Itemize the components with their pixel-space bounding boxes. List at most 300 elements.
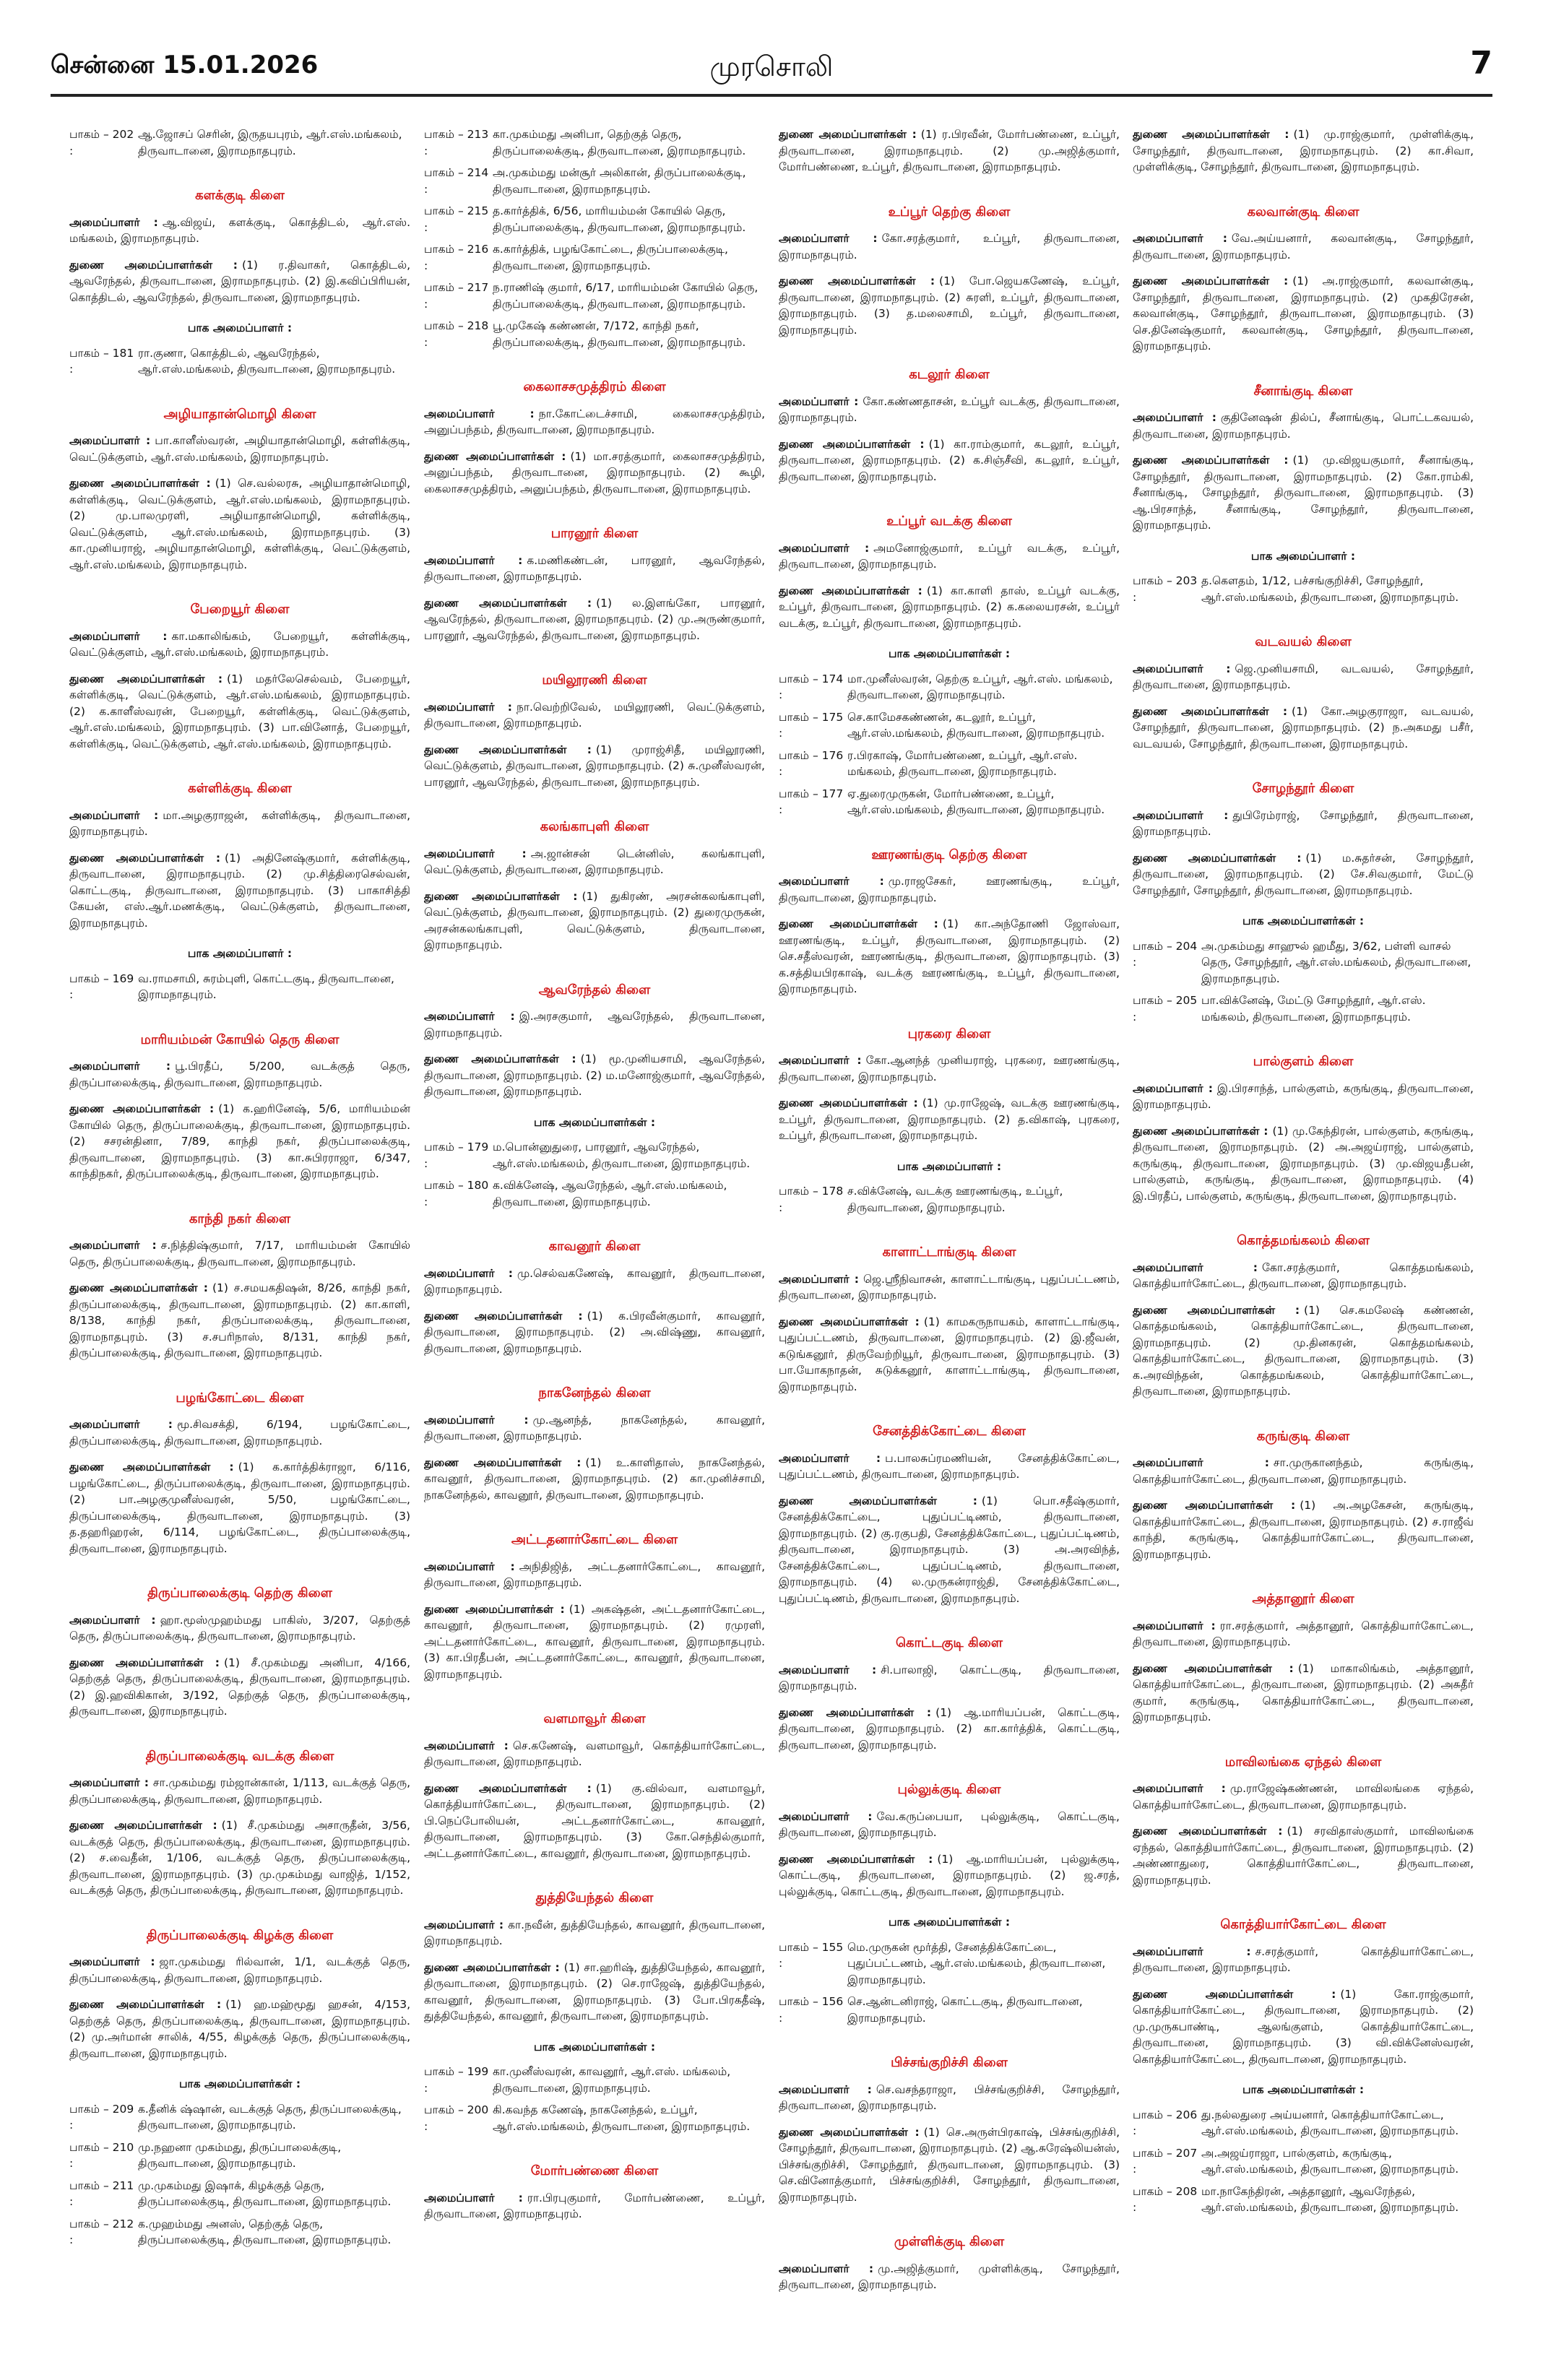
ward-details: ரா.குணா, கொத்திடல், ஆவரேந்தல், ஆர்.எஸ்.மங்கலம், திருவாடானை, இராமநாதபுரம். [138, 346, 396, 376]
member-entry [424, 2190, 765, 2223]
member-details: ஜெ.ஸ்ரீநிவாசன், காளாட்டாங்குடி, புதுப்பட்டணம், திருவாடானை, இராமநாதபுரம். [779, 1272, 1120, 1302]
role-label: துணை அமைப்பாளர்கள் : [1133, 704, 1288, 718]
ward-number: பாகம் – 205 : [1133, 994, 1198, 1024]
role-label: அமைப்பாளர் : [69, 629, 168, 643]
member-details: கோ.கண்ணதாசன், உப்பூர் வடக்கு, திருவாடானை, இராமநாதபுரம். [779, 394, 1120, 424]
member-entry [779, 1450, 1120, 1483]
branch-title: காளாட்டாங்குடி கிளை [882, 1245, 1016, 1260]
role-label: அமைப்பாளர் : [424, 847, 527, 860]
role-label: துணை அமைப்பாளர்கள் : [779, 274, 935, 287]
member-entry [1133, 410, 1474, 442]
ward-details: க.தீனிக் ஷ்ஷான், வடக்குத் தெரு, திருப்பாலைக்குடி, திருவாடானை, இராமநாதபுரம். [138, 2102, 402, 2132]
role-label: துணை அமைப்பாளர்கள் : [424, 1602, 565, 1616]
ward-details: கா.முனீஸ்வரன், காவனூர், ஆர்.எஸ். மங்கலம், திருவாடானை, இராமநாதபுரம். [493, 2065, 731, 2095]
role-label: அமைப்பாளர் : [69, 1060, 171, 1073]
ward-details: அ.அஜய்ராஜா, பால்குளம், கருங்குடி, ஆர்.எஸ்.மங்கலம், திருவாடானை, இராமநாதபுரம். [1201, 2146, 1459, 2176]
member-details: (1) செ.வல்லரசு, அழியாதான்மொழி, கள்ளிக்குடி, வெட்டுக்குளம், ஆர்.எஸ்.மங்கலம், இராமநாதபுரம். (2) மு.பாலமுரளி, அழியாதான்மொழி, கள்ளிக்குடி, வெட்டுக்குளம், ஆர்.எஸ்.மங்கலம், இராமநாதபுரம். (3) கா.முனியராஜ், அழியாதான்மொழி, கள்ளிக்குடி, வெட்டுக்குளம், ஆர்.எஸ்.மங்கலம், இராமநாதபுரம். [69, 477, 410, 571]
ward-details: மா.நாகேந்திரன், அத்தானூர், ஆவரேந்தல், ஆர்.எஸ்.மங்கலம், திருவாடானை, இராமநாதபுரம். [1201, 2184, 1459, 2214]
role-label: துணை அமைப்பாளர்கள் : [69, 1656, 220, 1669]
member-entry [424, 1559, 765, 1591]
section-subheading: பாக அமைப்பாளர் : [187, 947, 293, 960]
member-entry [1133, 1618, 1474, 1650]
role-label: அமைப்பாளர் : [1133, 232, 1227, 245]
branch-title: பாரனூர் கிளை [550, 526, 639, 541]
role-label: துணை அமைப்பாளர்கள் : [69, 1461, 234, 1474]
role-label: துணை அமைப்பாளர்கள் : [424, 1455, 582, 1469]
member-entry [69, 433, 410, 465]
member-entry [424, 406, 765, 438]
member-entry [69, 1954, 410, 1986]
branch-title: கொத்தியார்கோட்டை கிளை [1220, 1917, 1386, 1932]
member-details: ரா.சரத்குமார், அத்தானூர், கொத்தியார்கோட்டை, திருவாடானை, இராமநாதபுரம். [1133, 1619, 1474, 1648]
role-label: அமைப்பாளர் : [424, 700, 512, 714]
ward-number: பாகம் – 210 : [69, 2140, 134, 2170]
member-entry [1133, 1986, 1474, 2068]
role-label: அமைப்பாளர் : [779, 541, 870, 555]
ward-details: ந.ராணிஷ் குமார், 6/17, மாரியம்மன் கோயில் தெரு, திருப்பாலைக்குடி, திருவாடானை, இராமநாதபுரம். [493, 281, 758, 311]
branch-title: கொட்டகுடி கிளை [895, 1635, 1003, 1650]
ward-details: க.கார்த்திக், பழங்கோட்டை, திருப்பாலைக்குடி, திருவாடானை, இராமநாதபுரம். [493, 243, 728, 272]
branch-title: வளமாவூர் கிளை [543, 1711, 646, 1726]
branch-title: பிச்சங்குறிச்சி கிளை [891, 2055, 1008, 2070]
member-entry [424, 1455, 765, 1504]
member-details: மா.அழகுராஜன், கள்ளிக்குடி, திருவாடானை, இராமநாதபுரம். [69, 808, 410, 838]
member-details: சி.பாலாஜி, கொட்டகுடி, திருவாடானை, இராமநாதபுரம். [779, 1663, 1120, 1692]
member-details: அமனோஜ்குமார், உப்பூர் வடக்கு, உப்பூர், திருவாடானை, இராமநாதபுரம். [779, 541, 1120, 571]
member-details: (1) ஆ.மாரியப்பன், கொட்டகுடி, திருவாடானை, இராமநாதபுரம். (2) கா.கார்த்திக், கொட்டகுடி, திருவாடானை, இராமநாதபுரம். [779, 1705, 1120, 1752]
member-entry [69, 1416, 410, 1449]
ward-entry [69, 2178, 410, 2210]
member-details: மு.ராஜசேகர், ஊரணங்குடி, உப்பூர், திருவாடானை, இராமநாதபுரம். [779, 875, 1120, 904]
member-entry [69, 1817, 410, 1899]
ward-details: பா.விக்னேஷ், மேட்டு சோழந்தூர், ஆர்.எஸ். மங்கலம், திருவாடானை, இராமநாதபுரம். [1201, 994, 1426, 1024]
role-label: அமைப்பாளர் : [69, 215, 158, 229]
role-label: அமைப்பாளர் : [779, 2082, 872, 2096]
role-label: அமைப்பாளர் : [424, 1266, 513, 1280]
member-details: (1) கா.ராம்குமார், கடலூர், உப்பூர், திருவாடானை, இராமநாதபுரம். (2) க.சிஞ்சீவி, கடலூர், உப்பூர், திருவாடானை, இராமநாதபுரம். [779, 437, 1120, 483]
branch-title: பழங்கோட்டை கிளை [176, 1390, 304, 1406]
member-details: (1) க.பிரவீன்குமார், காவனூர், திருவாடானை, இராமநாதபுரம். (2) அ.விஷ்ணு, காவனூர், திருவாடானை, இராமநாதபுரம். [424, 1309, 765, 1355]
role-label: துணை அமைப்பாளர்கள் : [779, 1494, 977, 1507]
role-label: அமைப்பாளர் : [69, 434, 151, 447]
ward-details: து.நல்லதுரை அய்யனார், கொத்தியார்கோட்டை, ஆர்.எஸ்.மங்கலம், திருவாடானை, இராமநாதபுரம். [1201, 2108, 1459, 2137]
member-details: (1) கோ.ராஜ்குமார், கொத்தியார்கோட்டை, திருவாடானை, இராமநாதபுரம். (2) மு.முருகபாண்டி, ஆலங்குளம், கொத்தியார்கோட்டை, திருவாடானை, இராமநாதபுரம். (3) வி.விக்னேஸ்வரன், கொத்தியார்கோட்டை, திருவாடானை, இராமநாதபுரம். [1133, 1987, 1474, 2066]
ward-number: பாகம் – 156 : [779, 1995, 844, 2025]
role-label: துணை அமைப்பாளர்கள் : [69, 851, 221, 865]
member-details: பூ.பிரதீப், 5/200, வடக்குத் தெரு, திருப்பாலைக்குடி, திருவாடானை, இராமநாதபுரம். [69, 1060, 410, 1089]
member-details: (1) ஹ.மஹ்மூது ஹசன், 4/153, தெற்குத் தெரு, திருப்பாலைக்குடி, திருவாடானை, இராமநாதபுரம். (2) மு.அர்மான் சாலிக், 4/55, கிழக்குத் தெரு, திருப்பாலைக்குடி, திருவாடானை, இராமநாதபுரம். [69, 1998, 410, 2060]
role-label: அமைப்பாளர் : [69, 1613, 156, 1627]
ward-details: பூ.முகேஷ் கண்ணன், 7/172, காந்தி நகர், திருப்பாலைக்குடி, திருவாடானை, இராமநாதபுரம். [493, 319, 746, 349]
ward-entry [424, 165, 765, 197]
member-entry [424, 1051, 765, 1100]
ward-details: கி.கவந்த கணேஷ், நாகனேந்தல், உப்பூர், ஆர்.எஸ்.மங்கலம், திருவாடானை, இராமநாதபுரம். [493, 2103, 751, 2133]
member-entry [779, 2124, 1120, 2206]
role-label: துணை அமைப்பாளர்கள் : [1133, 851, 1302, 865]
member-entry [1133, 1661, 1474, 1726]
member-entry [779, 1271, 1120, 1304]
member-entry [779, 1095, 1120, 1144]
member-details: (1) மூ.முனியசாமி, ஆவரேந்தல், திருவாடானை, இராமநாதபுரம். (2) ம.மனோஜ்குமார், ஆவரேந்தல், திருவாடானை, இராமநாதபுரம். [424, 1052, 765, 1098]
branch-title: புரகரை கிளை [907, 1026, 991, 1042]
member-details: (1) சரவிதாஸ்குமார், மாவிலங்கை ஏந்தல், கொத்தியார்கோட்டை, திருவாடானை, இராமநாதபுரம். (2) அண்ணாதுரை, கொத்தியார்கோட்டை, திருவாடானை, இராமநாதபுரம். [1133, 1825, 1474, 1887]
member-details: வே.கருப்பையா, புல்லுக்குடி, கொட்டகுடி, திருவாடானை, இராமநாதபுரம். [779, 1809, 1120, 1839]
branch-title: கடலூர் கிளை [909, 367, 990, 382]
role-label: அமைப்பாளர் : [69, 1239, 157, 1252]
section-subheading: பாக அமைப்பாளர்கள் : [888, 647, 1011, 660]
role-label: அமைப்பாளர் : [1133, 1260, 1258, 1274]
role-label: அமைப்பாளர் : [69, 1418, 173, 1431]
ward-number: பாகம் – 218 : [424, 319, 489, 349]
member-entry [1133, 1944, 1474, 1976]
member-details: (1) காமகருநாயகம், காளாட்டாங்குடி, புதுப்பட்டணம், திருவாடானை, இராமநாதபுரம். (2) இ.ஜீவன், கடுங்கனூர், திருவேற்றியூர், திருவாடானை, இராமநாதபுரம். (3) பா.யோகநாதன், சுடுக்கனூர், காளாட்டாங்குடி, திருவாடானை, இராமநாதபுரம். [779, 1315, 1120, 1393]
member-entry [424, 742, 765, 791]
member-details: பா.காளீஸ்வரன், அழியாதான்மொழி, கள்ளிக்குடி, வெட்டுக்குளம், ஆர்.எஸ்.மங்கலம், இராமநாதபுரம். [69, 434, 410, 464]
role-label: அமைப்பாளர் : [424, 1010, 515, 1023]
member-details: அ.ஜான்சன் டென்னிஸ், கலங்காபுளி, வெட்டுக்குளம், திருவாடானை, இராமநாதபுரம். [424, 847, 765, 876]
member-entry [424, 1917, 765, 1950]
ward-number: பாகம் – 217 : [424, 281, 489, 311]
member-entry [69, 257, 410, 306]
header-date: சென்னை 15.01.2026 [51, 51, 319, 79]
member-details: (1) செ.அருள்பிரகாஷ், பிச்சங்குறிச்சி, சோழந்தூர், திருவாடானை, இராமநாதபுரம். (2) ஆ.சுரேஷ்லியன்ஸ், பிச்சங்குறிச்சி, சோழந்தூர், திருவாடானை, இராமநாதபுரம். (3) செ.வினோத்குமார், பிச்சங்குறிச்சி, சோழந்தூர், திருவாடானை, இராமநாதபுரம். [779, 2125, 1120, 2204]
member-details: கா.மகாலிங்கம், பேறையூர், கள்ளிக்குடி, வெட்டுக்குளம், ஆர்.எஸ்.மங்கலம், இராமநாதபுரம். [69, 629, 410, 659]
member-entry [424, 449, 765, 498]
role-label: அமைப்பாளர் : [779, 875, 884, 888]
role-label: அமைப்பாளர் : [1133, 1782, 1226, 1795]
role-label: அமைப்பாளர் : [779, 232, 878, 245]
ward-number: பாகம் – 177 : [779, 787, 844, 816]
section-subheading: பாக அமைப்பாளர்கள் : [533, 2040, 656, 2054]
branch-title: அட்டதனார்கோட்டை கிளை [511, 1532, 678, 1547]
ward-details: த.கார்த்திக், 6/56, மாரியம்மன் கோயில் தெரு, திருப்பாலைக்குடி, திருவாடானை, இராமநாதபுரம். [493, 204, 746, 234]
ward-number: பாகம் – 176 : [779, 748, 844, 778]
ward-entry [1133, 938, 1474, 987]
ward-entry [779, 748, 1120, 780]
section-subheading: பாக அமைப்பாளர் : [896, 1159, 1002, 1173]
ward-details: வ.ராமசாமி, சுரம்புளி, கொட்டகுடி, திருவாடானை, இராமநாதபுரம். [138, 972, 394, 1001]
member-entry [779, 394, 1120, 426]
member-entry [424, 1960, 765, 2025]
branch-title: திருப்பாலைக்குடி வடக்கு கிளை [145, 1748, 334, 1764]
role-label: அமைப்பாளர் : [424, 1559, 515, 1573]
ward-details: அ.முகம்மது சாஹுல் ஹமீது, 3/62, பள்ளி வாசல் தெரு, சோழந்தூர், ஆர்.எஸ்.மங்கலம், திருவாடானை, இராமநாதபுரம். [1201, 939, 1471, 985]
ward-entry [779, 1939, 1120, 1989]
role-label: துணை அமைப்பாளர்கள் : [1133, 1987, 1336, 2001]
member-details: ரா.பிரபுகுமார், மோர்பண்ணை, உப்பூர், திருவாடானை, இராமநாதபுரம். [424, 2191, 765, 2220]
ward-entry [69, 2101, 410, 2134]
column-1 [69, 126, 410, 2358]
role-label: துணை அமைப்பாளர்கள் : [69, 1819, 217, 1832]
member-entry [1133, 1823, 1474, 1888]
role-label: அமைப்பாளர் : [424, 1918, 504, 1931]
role-label: துணை அமைப்பாளர்கள் : [424, 1052, 576, 1065]
member-entry [779, 540, 1120, 573]
role-label: அமைப்பாளர் : [1133, 1081, 1213, 1095]
role-label: அமைப்பாளர் : [1133, 411, 1216, 424]
ward-number: பாகம் – 206 : [1133, 2108, 1198, 2137]
ward-entry [1133, 2107, 1474, 2139]
member-details: (1) க.கார்த்திக்ராஜா, 6/116, பழங்கோட்டை, திருப்பாலைக்குடி, திருவாடானை, இராமநாதபுரம். (2) பா.அழகுமுனீஸ்வரன், 5/50, பழங்கோட்டை, திருப்பாலைக்குடி, திருவாடானை, இராமநாதபுரம். (3) த.தஹரிஹரன், 6/114, பழங்கோட்டை, திருப்பாலைக்குடி, திருவாடானை, இராமநாதபுரம். [69, 1461, 410, 1555]
role-label: துணை அமைப்பாளர்கள் : [779, 1852, 933, 1866]
section-subheading: பாக அமைப்பாளர்கள் : [178, 2077, 301, 2090]
ward-details: ர.பிரகாஷ், மோர்பண்ணை, உப்பூர், ஆர்.எஸ். மங்கலம், திருவாடானை, இராமநாதபுரம். [847, 748, 1078, 778]
ward-details: ச.விக்னேஷ், வடக்கு ஊரணங்குடி, உப்பூர், திருவாடானை, இராமநாதபுரம். [847, 1185, 1063, 1214]
page-number: 7 [1470, 45, 1492, 82]
member-entry [69, 475, 410, 573]
role-label: அமைப்பாளர் : [1133, 1456, 1269, 1469]
member-details: மு.செல்வகணேஷ், காவனூர், திருவாடானை, இராமநாதபுரம். [424, 1266, 765, 1296]
section-subheading: பாக அமைப்பாளர்கள் : [1242, 2083, 1365, 2096]
role-label: துணை அமைப்பாளர்கள் : [779, 1096, 918, 1109]
member-details: (1) மா.சரத்குமார், கைலாசசமுத்திரம், அனுப்பந்தம், திருவாடானை, இராமநாதபுரம். (2) கூழி, கைலாசசமுத்திரம், அனுப்பந்தம், திருவாடானை, இராமநாதபுரம். [424, 449, 765, 496]
member-details: மு.ராஜேஷ்கண்ணன், மாவிலங்கை ஏந்தல், கொத்தியார்கோட்டை, திருவாடானை, இராமநாதபுரம். [1133, 1782, 1474, 1812]
member-entry [69, 1101, 410, 1182]
branch-title: நாகனேந்தல் கிளை [538, 1385, 651, 1401]
ward-number: பாகம் – 179 : [424, 1141, 489, 1170]
member-details: (1) போ.ஜெயகணேஷ், உப்பூர், திருவாடானை, இராமநாதபுரம். (2) சுரளி, உப்பூர், திருவாடானை, இராமநாதபுரம். (3) த.மலைசாமி, உப்பூர், திருவாடானை, இராமநாதபுரம். [779, 274, 1120, 337]
member-details: அநிதிஜித், அட்டதனார்கோட்டை, காவனூர், திருவாடானை, இராமநாதபுரம். [424, 1559, 765, 1589]
role-label: அமைப்பாளர் : [779, 2262, 874, 2275]
branch-title: உப்பூர் தெற்கு கிளை [888, 204, 1011, 220]
branch-title: சேனத்திக்கோட்டை கிளை [873, 1424, 1026, 1439]
member-entry [424, 595, 765, 644]
column-3 [779, 126, 1120, 2358]
role-label: துணை அமைப்பாளர்கள் : [779, 917, 938, 930]
member-entry [779, 1493, 1120, 1607]
ward-number: பாகம் – 215 : [424, 204, 489, 234]
member-details: (1) க.ஹரினேஷ், 5/6, மாரியம்மன் கோயில் தெரு, திருப்பாலைக்குடி, திருவாடானை, இராமநாதபுரம். (2) சசரன்தினா, 7/89, காந்தி நகர், திருப்பாலைக்குடி, திருவாடானை, இராமநாதபுரம். (3) கா.சுபிரராஜா, 6/347, காந்திநகர், திருப்பாலைக்குடி, திருவாடானை, இராமநாதபுரம். [69, 1102, 410, 1180]
member-entry [424, 1738, 765, 1770]
member-details: குதினேஷன் தில்ப், சீனாங்குடி, பொட்டகவயல், திருவாடானை, இராமநாதபுரம். [1133, 411, 1474, 441]
ward-number: பாகம் – 174 : [779, 672, 844, 701]
role-label: துணை அமைப்பாளர்கள் : [779, 128, 917, 141]
branch-title: மோர்பண்ணை கிளை [530, 2163, 659, 2178]
ward-entry [779, 786, 1120, 818]
branch-title: ஊரணங்குடி தெற்கு கிளை [871, 847, 1027, 862]
ward-details: கா.முகம்மது அனிபா, தெற்குத் தெரு, திருப்பாலைக்குடி, திருவாடானை, இராமநாதபுரம். [493, 128, 746, 157]
member-details: இ.பிரசாந்த், பால்குளம், கருங்குடி, திருவாடானை, இராமநாதபுரம். [1133, 1081, 1474, 1111]
section-subheading: பாக அமைப்பாளர்கள் : [533, 1115, 656, 1129]
member-entry [779, 436, 1120, 485]
member-details: ஜெ.முனியசாமி, வடவயல், சோழந்தூர், திருவாடானை, இராமநாதபுரம். [1133, 662, 1474, 691]
role-label: துணை அமைப்பாளர்கள் : [424, 889, 578, 903]
ward-entry [424, 126, 765, 159]
role-label: துணை அமைப்பாளர்கள் : [424, 743, 592, 756]
ward-entry [1133, 573, 1474, 605]
section-subheading: பாக அமைப்பாளர்கள் : [1242, 914, 1365, 927]
member-details: ஹா.மூஸ்முஹம்மது பாகிஸ், 3/207, தெற்குத் தெரு, திருப்பாலைக்குடி, திருவாடானை, இராமநாதபுரம். [69, 1613, 410, 1643]
ward-number: பாகம் – 200 : [424, 2103, 489, 2133]
member-details: (1) கு.வில்வா, வளமாவூர், கொத்தியார்கோட்டை, திருவாடானை, இராமநாதபுரம். (2) பி.நெப்போலியன், அட்டதனார்கோட்டை, காவனூர், திருவாடானை, இராமநாதபுரம். (3) கோ.செந்தில்குமார், அட்டதனார்கோட்டை, காவனூர், திருவாடானை, இராமநாதபுரம். [424, 1781, 765, 1860]
member-entry [1133, 452, 1474, 534]
branch-title: திருப்பாலைக்குடி கிழக்கு கிளை [146, 1927, 334, 1943]
branch-title: கலங்காபுளி கிளை [540, 819, 649, 834]
role-label: அமைப்பாளர் : [1133, 1944, 1251, 1958]
ward-details: க.முஹம்மது அனஸ், தெற்குத் தெரு, திருப்பாலைக்குடி, திருவாடானை, இராமநாதபுரம். [138, 2217, 392, 2246]
role-label: அமைப்பாளர் : [69, 808, 159, 822]
member-details: (1) மாகாலிங்கம், அத்தானூர், கொத்தியார்கோட்டை, திருவாடானை, இராமநாதபுரம். (2) அசுதீர் குமார், கருங்குடி, கொத்தியார்கோட்டை, திருவாடானை, இராமநாதபுரம். [1133, 1661, 1474, 1723]
member-entry [779, 1052, 1120, 1085]
member-entry [69, 1996, 410, 2061]
member-entry [1133, 1260, 1474, 1292]
member-entry [779, 1705, 1120, 1754]
role-label: துணை அமைப்பாளர்கள் : [779, 437, 925, 451]
branch-title: பால்குளம் கிளை [1253, 1054, 1354, 1069]
member-entry [779, 273, 1120, 338]
member-entry [1133, 1123, 1474, 1205]
member-entry [1133, 273, 1474, 355]
member-details: மு.அஜித்குமார், முள்ளிக்குடி, சோழந்தூர், திருவாடானை, இராமநாதபுரம். [779, 2262, 1120, 2291]
branch-title: திருப்பாலைக்குடி தெற்கு கிளை [147, 1585, 332, 1601]
member-entry [779, 2082, 1120, 2114]
role-label: அமைப்பாளர் : [69, 1955, 155, 1968]
branch-title: கொத்தமங்கலம் கிளை [1237, 1233, 1370, 1248]
member-details: (1) முராஜ்சிதீ, மயிலூரணி, வெட்டுக்குளம், திருவாடானை, இராமநாதபுரம். (2) சு.முனீஸ்வரன், பாரனூர், ஆவரேந்தல், திருவாடானை, இராமநாதபுரம். [424, 743, 765, 789]
member-details: கோ.ஆனந்த் முனியராஜ், புரகரை, ஊரணங்குடி, திருவாடானை, இராமநாதபுரம். [779, 1054, 1120, 1083]
member-entry [1133, 1302, 1474, 1400]
ward-entry [779, 671, 1120, 704]
member-details: (1) சீ.முகம்மது அனிபா, 4/166, தெற்குத் தெரு, திருப்பாலைக்குடி, திருவாடானை, இராமநாதபுரம். (2) இ.ஹவிகிகான், 3/192, தெற்குத் தெரு, திருப்பாலைக்குடி, திருவாடானை, இராமநாதபுரம். [69, 1656, 410, 1718]
role-label: அமைப்பாளர் : [779, 1272, 859, 1286]
ward-number: பாகம் – 211 : [69, 2178, 134, 2208]
member-entry [779, 230, 1120, 263]
role-label: துணை அமைப்பாளர்கள் : [424, 596, 592, 610]
member-entry [779, 873, 1120, 906]
role-label: துணை அமைப்பாளர்கள் : [1133, 454, 1289, 467]
ward-entry [424, 318, 765, 350]
newspaper-title: முரசொலி [709, 51, 834, 82]
role-label: அமைப்பாளர் : [424, 2191, 523, 2204]
member-entry [1133, 1455, 1474, 1487]
role-label: அமைப்பாளர் : [779, 394, 859, 408]
ward-entry [424, 1139, 765, 1172]
member-entry [779, 1662, 1120, 1695]
role-label: துணை அமைப்பாளர்கள் : [424, 1781, 592, 1795]
role-label: துணை அமைப்பாளர்கள் : [69, 1102, 215, 1115]
member-entry [779, 916, 1120, 998]
header-rule [51, 94, 1492, 97]
section-subheading: பாக அமைப்பாளர் : [1250, 549, 1356, 563]
member-details: மூ.சிவசக்தி, 6/194, பழங்கோட்டை, திருப்பாலைக்குடி, திருவாடானை, இராமநாதபுரம். [69, 1418, 410, 1448]
member-entry [779, 1809, 1120, 1841]
member-details: (1) அ.அழகேசன், கருங்குடி, கொத்தியார்கோட்டை, திருவாடானை, இராமநாதபுரம். (2) ச.ராஜீவ் காந்தி, கருங்குடி, கொத்தியார்கோட்டை, திருவாடானை, இராமநாதபுரம். [1133, 1499, 1474, 1561]
member-details: ச.நித்திஷ்குமார், 7/17, மாரியம்மன் கோயில் தெரு, திருப்பாலைக்குடி, திருவாடானை, இராமநாதபுரம். [69, 1239, 410, 1268]
member-details: (1) மு.ராஜ்குமார், முள்ளிக்குடி, சோழந்தூர், திருவாடானை, இராமநாதபுரம். (2) கா.சிவா, முள்ளிக்குடி, சோழந்தூர், திருவாடானை, இராமநாதபுரம். [1133, 128, 1474, 173]
branch-title: சீனாங்குடி கிளை [1253, 383, 1353, 399]
member-details: துபிரேம்ராஜ், சோழந்தூர், திருவாடானை, இராமநாதபுரம். [1133, 808, 1474, 838]
member-entry [1133, 704, 1474, 753]
section-subheading: பாக அமைப்பாளர்கள் : [888, 1916, 1011, 1929]
member-details: கோ.சரத்குமார், கொத்தமங்கலம், கொத்தியார்கோட்டை, திருவாடானை, இராமநாதபுரம். [1133, 1260, 1474, 1290]
ward-details: ஏ.துரைமுருகன், மோர்பண்ணை, உப்பூர், ஆர்.எஸ்.மங்கலம், திருவாடானை, இராமநாதபுரம். [847, 787, 1105, 816]
ward-entry [1133, 992, 1474, 1025]
member-entry [69, 808, 410, 840]
member-entry [69, 850, 410, 932]
branch-title: மாரியம்மன் கோயில் தெரு கிளை [140, 1031, 340, 1047]
branch-title: கருங்குடி கிளை [1256, 1428, 1350, 1444]
ward-details: மு.முகம்மது இஷாக், கிழக்குத் தெரு, திருப்பாலைக்குடி, திருவாடானை, இராமநாதபுரம். [138, 2178, 392, 2208]
role-label: அமைப்பாளர் : [1133, 662, 1231, 675]
member-entry [1133, 850, 1474, 899]
member-entry [779, 1314, 1120, 1395]
ward-details: மு.நஹனா முகம்மது, திருப்பாலைக்குடி, திருவாடானை, இராமநாதபுரம். [138, 2140, 342, 2170]
ward-number: பாகம் – 202 : [69, 128, 134, 157]
ward-number: பாகம் – 181 : [69, 346, 134, 376]
ward-details: மா.முனீஸ்வரன், தெற்கு உப்பூர், ஆர்.எஸ். மங்கலம், திருவாடானை, இராமநாதபுரம். [847, 672, 1113, 701]
member-entry [1133, 230, 1474, 263]
member-entry [779, 2261, 1120, 2293]
role-label: துணை அமைப்பாளர்கள் : [779, 584, 922, 597]
ward-details: ஆ.ஜோசப் செரின், இருதயபுரம், ஆர்.எஸ்.மங்கலம், திருவாடானை, இராமநாதபுரம். [138, 128, 402, 157]
column-4 [1133, 126, 1474, 2358]
member-entry [69, 1459, 410, 1557]
member-details: (1) மு.விஜயகுமார், சீனாங்குடி, சோழந்தூர், திருவாடானை, இராமநாதபுரம். (2) கோ.ராம்கி, சீனாங்குடி, சோழந்தூர், திருவாடானை, இராமநாதபுரம். (3) ஆ.பிரசாந்த், சீனாங்குடி, சோழந்தூர், திருவாடானை, இராமநாதபுரம். [1133, 454, 1474, 532]
branch-title: பேறையூர் கிளை [190, 602, 290, 617]
role-label: துணை அமைப்பாளர்கள் : [1133, 1825, 1283, 1838]
member-details: நா.கோட்டைச்சாமி, கைலாசசமுத்திரம், அனுப்பந்தம், திருவாடானை, இராமநாதபுரம். [424, 407, 765, 436]
role-label: அமைப்பாளர் : [424, 407, 535, 420]
member-entry [69, 1237, 410, 1270]
member-entry [424, 1308, 765, 1357]
ward-number: பாகம் – 155 : [779, 1940, 844, 1970]
member-entry [424, 1412, 765, 1445]
role-label: அமைப்பாளர் : [779, 1809, 873, 1823]
member-details: மு.ஆனந்த், நாகனேந்தல், காவனூர், திருவாடானை, இராமநாதபுரம். [424, 1413, 765, 1442]
ward-number: பாகம் – 175 : [779, 710, 844, 740]
ward-entry [779, 1994, 1120, 2026]
member-details: (1) மு.ராஜேஷ், வடக்கு ஊரணங்குடி, உப்பூர், திருவாடானை, இராமநாதபுரம். (2) த.விகாஷ், புரகரை, உப்பூர், திருவாடானை, இராமநாதபுரம். [779, 1096, 1120, 1142]
ward-details: த.கௌதம், 1/12, பச்சங்குறிச்சி, சோழந்தூர், ஆர்.எஸ்.மங்கலம், திருவாடானை, இராமநாதபுரம். [1201, 574, 1459, 604]
member-entry [424, 1008, 765, 1041]
member-details: (1) பொ.சதீஷ்குமார், சேனத்திக்கோட்டை, புதுப்பட்டிணம், திருவாடானை, இராமநாதபுரம். (2) கு.ரகுபதி, சேனத்திக்கோட்டை, புதுப்பட்டிணம், திருவாடானை, இராமநாதபுரம். (3) அ.அரவிந்த், சேனத்திக்கோட்டை, புதுப்பட்டிணம், திருவாடானை, இராமநாதபுரம். (4) ல.முருகன்ராஜ்தி, சேனத்திக்கோட்டை, புதுப்பட்டிணம், திருவாடானை, இராமநாதபுரம். [779, 1494, 1120, 1605]
branch-title: வடவயல் கிளை [1255, 634, 1352, 649]
role-label: துணை அமைப்பாளர்கள் : [69, 1998, 222, 2011]
role-label: அமைப்பாளர் : [1133, 808, 1229, 822]
member-entry [69, 1058, 410, 1091]
ward-entry [69, 126, 410, 159]
ward-entry [1133, 2184, 1474, 2216]
member-details: இ.அரசகுமார், ஆவரேந்தல், திருவாடானை, இராமநாதபுரம். [424, 1010, 765, 1039]
member-details: (1) ஆ.மாரியப்பன், புல்லுக்குடி, கொட்டகுடி, திருவாடானை, இராமநாதபுரம். (2) ஜ.சரத், புல்லுக்குடி, கொட்டகுடி, திருவாடானை, இராமநாதபுரம். [779, 1852, 1120, 1898]
branch-title: களக்குடி கிளை [195, 188, 285, 203]
member-details: (1) துகிரண், அரசன்கலங்காபுளி, வெட்டுக்குளம், திருவாடானை, இராமநாதபுரம். (2) துரைமுருகன், அரசன்கலங்காபுளி, வெட்டுக்குளம், திருவாடானை, இராமநாதபுரம். [424, 889, 765, 951]
member-details: செ.வசந்தராஜா, பிச்சங்குறிச்சி, சோழந்தூர், திருவாடானை, இராமநாதபுரம். [779, 2082, 1120, 2112]
role-label: துணை அமைப்பாளர்கள் : [1133, 1661, 1294, 1675]
member-entry [1133, 1780, 1474, 1813]
role-label: துணை அமைப்பாளர்கள் : [424, 449, 566, 463]
member-entry [69, 1280, 410, 1362]
ward-entry [1133, 2145, 1474, 2178]
ward-number: பாகம் – 214 : [424, 166, 489, 196]
role-label: துணை அமைப்பாளர்கள் : [424, 1309, 583, 1323]
role-label: துணை அமைப்பாளர்கள் : [779, 2125, 920, 2139]
member-details: கோ.சரத்குமார், உப்பூர், திருவாடானை, இராமநாதபுரம். [779, 232, 1120, 261]
ward-entry [779, 709, 1120, 742]
member-details: ப.பாலசுப்ரமணியன், சேனத்திக்கோட்டை, புதுப்பட்டணம், திருவாடானை, இராமநாதபுரம். [779, 1451, 1120, 1481]
member-details: ஆ.விஜய், களக்குடி, கொத்திடல், ஆர்.எஸ். மங்கலம், இராமநாதபுரம். [69, 215, 410, 245]
member-details: சா.முகம்மது ரம்ஜான்கான், 1/113, வடக்குத் தெரு, திருப்பாலைக்குடி, திருவாடானை, இராமநாதபுரம். [69, 1776, 410, 1806]
ward-number: பாகம் – 204 : [1133, 939, 1198, 969]
role-label: துணை அமைப்பாளர்கள் : [1133, 128, 1289, 141]
member-entry [424, 1265, 765, 1298]
member-details: (1) அதினேஷ்குமார், கள்ளிக்குடி, திருவாடானை, இராமநாதபுரம். (2) மு.சித்திரைசெல்வன், கொட்டகுடி, திருவாடானை, இராமநாதபுரம். (3) பாகாசித்தி கேயன், எஸ்.ஆர்.மணக்குடி, வெட்டுக்குளம், திருவாடானை, இராமநாதபுரம். [69, 851, 410, 930]
ward-entry [69, 971, 410, 1003]
member-details: கா.நவீன், துத்தியேந்தல், காவனூர், திருவாடானை, இராமநாதபுரம். [424, 1918, 765, 1947]
branch-title: துத்தியேந்தல் கிளை [535, 1890, 654, 1905]
role-label: அமைப்பாளர் : [424, 1739, 509, 1752]
member-details: (1) ர.திவாகர், கொத்திடல், ஆவரேந்தல், திருவாடானை, இராமநாதபுரம். (2) இ.கவிப்பிரியன், கொத்திடல், ஆவரேந்தல், திருவாடானை, இராமநாதபுரம். [69, 258, 410, 304]
